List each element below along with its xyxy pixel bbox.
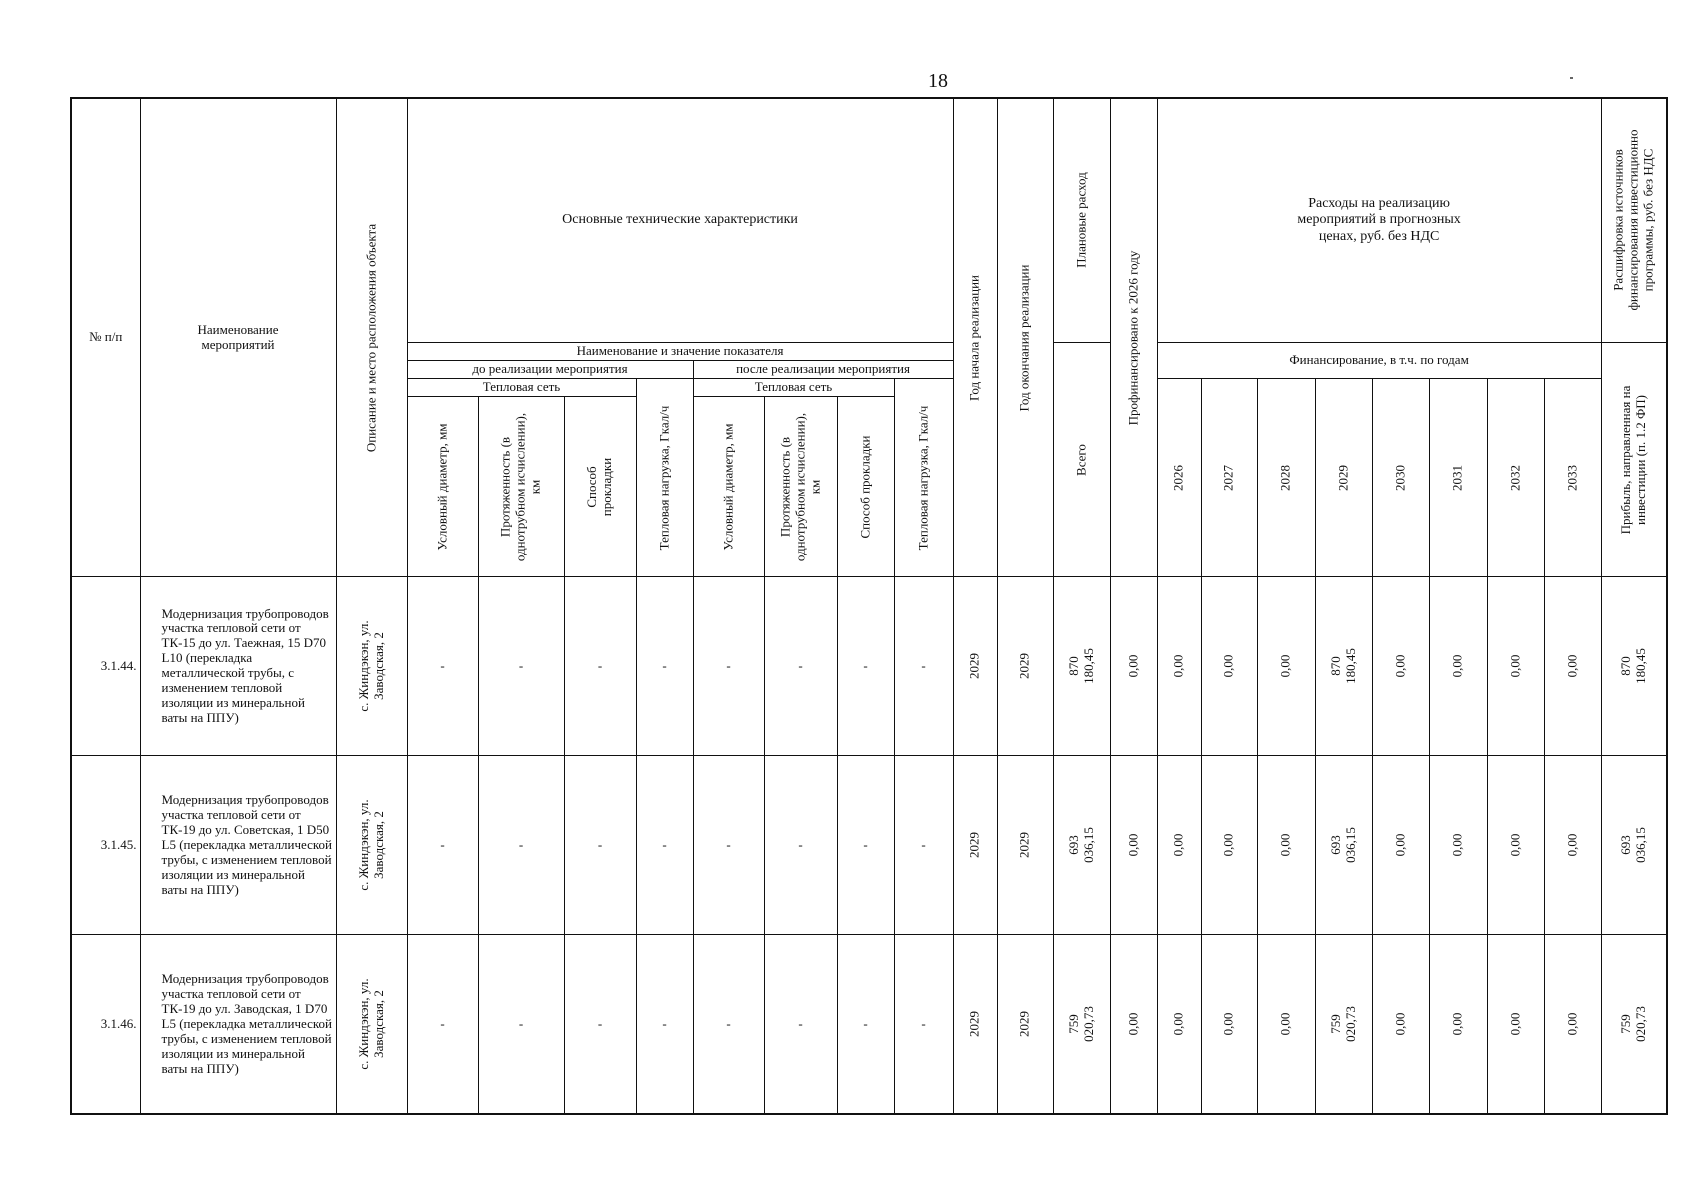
scan-speck bbox=[1570, 77, 1573, 79]
row-cell: - bbox=[764, 577, 837, 756]
row-start-year: 2029 bbox=[953, 756, 997, 935]
row-year-2030: 0,00 bbox=[1372, 756, 1429, 935]
row-cell: - bbox=[407, 756, 478, 935]
row-year-2032: 0,00 bbox=[1487, 756, 1544, 935]
row-cell: - bbox=[894, 577, 953, 756]
row-year-2028: 0,00 bbox=[1257, 935, 1315, 1114]
header-num: № п/п bbox=[71, 98, 140, 577]
row-year-2026: 0,00 bbox=[1157, 756, 1201, 935]
header-heat-net-after: Тепловая сеть bbox=[693, 379, 894, 397]
row-cell: - bbox=[478, 577, 564, 756]
row-cell: - bbox=[636, 756, 693, 935]
row-name: Модернизация трубопроводов участка тепловой сети от ТК-15 до ул. Таежная, 15 D70 L10 (перекладка металлической трубы, с изменением тепловой изоляции из минеральной ваты на ППУ) bbox=[140, 577, 336, 756]
row-end-year: 2029 bbox=[997, 577, 1053, 756]
row-cell: - bbox=[564, 935, 636, 1114]
row-cell: - bbox=[693, 935, 764, 1114]
table-row bbox=[71, 577, 1667, 756]
row-cell: - bbox=[407, 577, 478, 756]
header-year-2026: 2026 bbox=[1157, 379, 1201, 577]
header-method-after: Способ прокладки bbox=[837, 397, 894, 577]
header-after: после реализации мероприятия bbox=[693, 361, 953, 379]
header-expenses: Расходы на реализацию мероприятий в прогнозных ценах, руб. без НДС bbox=[1157, 98, 1601, 342]
row-cell: - bbox=[478, 756, 564, 935]
header-before: до реализации мероприятия bbox=[407, 361, 693, 379]
row-year-2027: 0,00 bbox=[1201, 935, 1257, 1114]
table-row bbox=[71, 756, 1667, 935]
row-location: с. Жиндэкэн, ул. Заводская, 2 bbox=[336, 756, 407, 935]
row-year-2029: 693 036,15 bbox=[1315, 756, 1372, 935]
row-cell: - bbox=[564, 756, 636, 935]
row-cell: - bbox=[636, 935, 693, 1114]
header-year-2029: 2029 bbox=[1315, 379, 1372, 577]
header-location: Описание и место расположения объекта bbox=[336, 98, 407, 577]
header-year-2030: 2030 bbox=[1372, 379, 1429, 577]
row-total: 870 180,45 bbox=[1053, 577, 1110, 756]
row-year-2032: 0,00 bbox=[1487, 577, 1544, 756]
row-prefinanced: 0,00 bbox=[1110, 756, 1157, 935]
header-length-after: Протяженность (в однотрубном исчислении), км bbox=[764, 397, 837, 577]
row-end-year: 2029 bbox=[997, 756, 1053, 935]
row-cell: - bbox=[837, 756, 894, 935]
row-profit: 759 020,73 bbox=[1601, 935, 1667, 1114]
row-profit: 693 036,15 bbox=[1601, 756, 1667, 935]
row-year-2029: 870 180,45 bbox=[1315, 577, 1372, 756]
header-year-2031: 2031 bbox=[1429, 379, 1487, 577]
row-cell: - bbox=[564, 577, 636, 756]
header-year-2032: 2032 bbox=[1487, 379, 1544, 577]
row-year-2029: 759 020,73 bbox=[1315, 935, 1372, 1114]
header-start-year: Год начала реализации bbox=[953, 98, 997, 577]
row-num: 3.1.46. bbox=[71, 935, 140, 1114]
row-prefinanced: 0,00 bbox=[1110, 935, 1157, 1114]
row-cell: - bbox=[764, 935, 837, 1114]
header-load-before: Тепловая нагрузка, Гкал/ч bbox=[636, 379, 693, 577]
row-cell: - bbox=[894, 756, 953, 935]
row-profit: 870 180,45 bbox=[1601, 577, 1667, 756]
header-total: Всего bbox=[1053, 342, 1110, 576]
row-cell: - bbox=[837, 935, 894, 1114]
row-cell: - bbox=[894, 935, 953, 1114]
header-sources: Расшифровка источников финансирования инвестиционно программы, руб. без НДС bbox=[1601, 98, 1667, 342]
header-year-2028: 2028 bbox=[1257, 379, 1315, 577]
row-year-2033: 0,00 bbox=[1544, 935, 1601, 1114]
header-name: Наименование мероприятий bbox=[140, 98, 336, 577]
row-year-2026: 0,00 bbox=[1157, 577, 1201, 756]
row-total: 759 020,73 bbox=[1053, 935, 1110, 1114]
header-financing: Финансирование, в т.ч. по годам bbox=[1157, 342, 1601, 378]
header-heat-net-before: Тепловая сеть bbox=[407, 379, 636, 397]
row-prefinanced: 0,00 bbox=[1110, 577, 1157, 756]
row-year-2030: 0,00 bbox=[1372, 577, 1429, 756]
header-plan: Плановые расход bbox=[1053, 98, 1110, 342]
header-indicator: Наименование и значение показателя bbox=[407, 342, 953, 360]
row-name: Модернизация трубопроводов участка тепловой сети от ТК-19 до ул. Советская, 1 D50 L5 (перекладка металлической трубы, с изменением тепловой изоляции из минеральной ваты на ППУ) bbox=[140, 756, 336, 935]
row-start-year: 2029 bbox=[953, 935, 997, 1114]
row-year-2027: 0,00 bbox=[1201, 577, 1257, 756]
row-name: Модернизация трубопроводов участка тепловой сети от ТК-19 до ул. Заводская, 1 D70 L5 (перекладка металлической трубы, с изменением тепловой изоляции из минеральной ваты на ППУ) bbox=[140, 935, 336, 1114]
row-year-2028: 0,00 bbox=[1257, 577, 1315, 756]
row-start-year: 2029 bbox=[953, 577, 997, 756]
row-year-2028: 0,00 bbox=[1257, 756, 1315, 935]
row-total: 693 036,15 bbox=[1053, 756, 1110, 935]
header-year-2027: 2027 bbox=[1201, 379, 1257, 577]
row-year-2030: 0,00 bbox=[1372, 935, 1429, 1114]
row-year-2031: 0,00 bbox=[1429, 577, 1487, 756]
row-year-2033: 0,00 bbox=[1544, 756, 1601, 935]
row-cell: - bbox=[693, 577, 764, 756]
header-diam-before: Условный диаметр, мм bbox=[407, 397, 478, 577]
row-location: с. Жиндэкэн, ул. Заводская, 2 bbox=[336, 577, 407, 756]
row-year-2027: 0,00 bbox=[1201, 756, 1257, 935]
row-cell: - bbox=[478, 935, 564, 1114]
row-end-year: 2029 bbox=[997, 935, 1053, 1114]
row-year-2033: 0,00 bbox=[1544, 577, 1601, 756]
page-number: 18 bbox=[928, 70, 948, 92]
header-length-before: Протяженность (в однотрубном исчислении), км bbox=[478, 397, 564, 577]
header-end-year: Год окончания реализации bbox=[997, 98, 1053, 577]
header-tech: Основные технические характеристики bbox=[407, 98, 953, 342]
table-row bbox=[71, 935, 1667, 1114]
investment-table bbox=[70, 97, 1668, 1115]
row-cell: - bbox=[407, 935, 478, 1114]
row-year-2031: 0,00 bbox=[1429, 935, 1487, 1114]
row-cell: - bbox=[837, 577, 894, 756]
header-load-after: Тепловая нагрузка, Гкал/ч bbox=[894, 379, 953, 577]
row-cell: - bbox=[636, 577, 693, 756]
row-location: с. Жиндэкэн, ул. Заводская, 2 bbox=[336, 935, 407, 1114]
row-cell: - bbox=[764, 756, 837, 935]
header-profit: Прибыль, направленная на инвестиции (п. 1.2 ФП) bbox=[1601, 342, 1667, 576]
header-prefinanced: Профинансировано к 2026 году bbox=[1110, 98, 1157, 577]
row-year-2026: 0,00 bbox=[1157, 935, 1201, 1114]
row-num: 3.1.44. bbox=[71, 577, 140, 756]
row-year-2031: 0,00 bbox=[1429, 756, 1487, 935]
header-year-2033: 2033 bbox=[1544, 379, 1601, 577]
row-cell: - bbox=[693, 756, 764, 935]
row-year-2032: 0,00 bbox=[1487, 935, 1544, 1114]
row-num: 3.1.45. bbox=[71, 756, 140, 935]
header-method-before: Способ прокладки bbox=[564, 397, 636, 577]
header-diam-after: Условный диаметр, мм bbox=[693, 397, 764, 577]
